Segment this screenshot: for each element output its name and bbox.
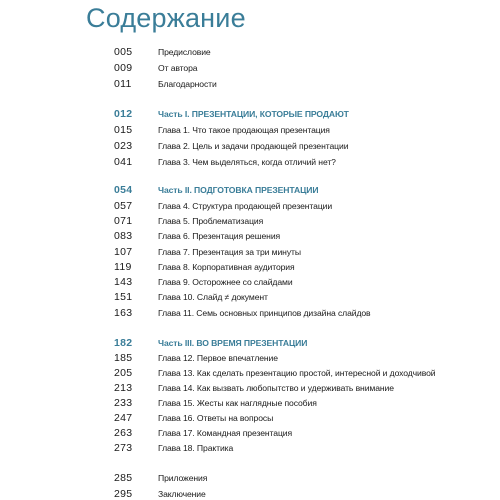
- toc-page-number: 023: [114, 140, 133, 152]
- toc-entry-title: Заключение: [158, 489, 206, 499]
- toc-row: [0, 381, 500, 396]
- toc-page-number: 054: [114, 184, 133, 196]
- toc-page-number: 151: [114, 291, 133, 303]
- toc-row: [0, 306, 500, 321]
- toc-page-number: 015: [114, 124, 133, 136]
- toc-entry-title: Глава 14. Как вызвать любопытство и удерживать внимание: [158, 383, 394, 393]
- toc-entry-title: Предисловие: [158, 47, 211, 57]
- toc-row: [0, 61, 500, 76]
- toc-part-row: [0, 336, 500, 351]
- toc-row: [0, 199, 500, 214]
- toc-entry-title: Глава 16. Ответы на вопросы: [158, 413, 274, 423]
- page-title: Содержание: [86, 3, 246, 33]
- toc-page-number: 009: [114, 62, 133, 74]
- toc-page-number: 263: [114, 427, 133, 439]
- toc-page-number: 205: [114, 367, 133, 379]
- toc-page-number: 273: [114, 442, 133, 454]
- toc-row: [0, 366, 500, 381]
- toc-row: [0, 77, 500, 92]
- toc-row: [0, 426, 500, 441]
- toc-page-number: 185: [114, 352, 133, 364]
- toc-entry-title: Глава 11. Семь основных принципов дизайна слайдов: [158, 308, 371, 318]
- toc-row: [0, 441, 500, 456]
- toc-entry-title: Глава 6. Презентация решения: [158, 231, 281, 241]
- toc-page-number: 143: [114, 276, 133, 288]
- toc-page-number: 083: [114, 230, 133, 242]
- toc-part-title: Часть II. ПОДГОТОВКА ПРЕЗЕНТАЦИИ: [158, 185, 319, 195]
- toc-row: [0, 260, 500, 275]
- toc-entry-title: Глава 15. Жесты как наглядные пособия: [158, 398, 317, 408]
- toc-entry-title: Благодарности: [158, 79, 217, 89]
- toc-row: [0, 275, 500, 290]
- toc-row: [0, 290, 500, 305]
- toc-page-number: 233: [114, 397, 133, 409]
- toc-page-number: 119: [114, 261, 132, 273]
- toc-row: [0, 351, 500, 366]
- toc-page-number: 005: [114, 46, 133, 58]
- toc-page-number: 071: [114, 215, 133, 227]
- toc-page-number: 107: [114, 246, 133, 258]
- toc-row: [0, 396, 500, 411]
- toc-part-title: Часть I. ПРЕЗЕНТАЦИИ, КОТОРЫЕ ПРОДАЮТ: [158, 109, 349, 119]
- toc-page-number: 011: [114, 78, 132, 90]
- toc-page-number: 163: [114, 307, 133, 319]
- toc-page-number: 012: [114, 108, 133, 120]
- toc-part-row: [0, 183, 500, 198]
- toc-entry-title: Глава 4. Структура продающей презентации: [158, 201, 333, 211]
- toc-row: [0, 487, 500, 500]
- toc-page-number: 285: [114, 472, 133, 484]
- toc-entry-title: От автора: [158, 63, 198, 73]
- toc-row: [0, 214, 500, 229]
- toc-row: [0, 155, 500, 170]
- toc-page-number: 295: [114, 488, 133, 500]
- toc-entry-title: Глава 5. Проблематизация: [158, 216, 264, 226]
- toc-entry-title: Глава 9. Осторожнее со слайдами: [158, 277, 293, 287]
- toc-entry-title: Глава 2. Цель и задачи продающей презентации: [158, 141, 349, 151]
- toc-row: [0, 245, 500, 260]
- toc-entry-title: Глава 1. Что такое продающая презентация: [158, 125, 330, 135]
- toc-row: [0, 229, 500, 244]
- toc-entry-title: Глава 8. Корпоративная аудитория: [158, 262, 295, 272]
- toc-row: [0, 45, 500, 60]
- toc-page-number: 213: [114, 382, 133, 394]
- toc-entry-title: Глава 13. Как сделать презентацию простой, интересной и доходчивой: [158, 368, 436, 378]
- toc-part-row: [0, 107, 500, 122]
- toc-page-number: 057: [114, 200, 133, 212]
- toc-row: [0, 411, 500, 426]
- toc-entry-title: Глава 3. Чем выделяться, когда отличий нет?: [158, 157, 336, 167]
- toc-entry-title: Глава 18. Практика: [158, 443, 234, 453]
- toc-page-number: 041: [114, 156, 133, 168]
- toc-row: [0, 471, 500, 486]
- toc-entry-title: Глава 10. Слайд ≠ документ: [158, 292, 268, 302]
- toc-entry-title: Глава 17. Командная презентация: [158, 428, 293, 438]
- toc-entry-title: Глава 12. Первое впечатление: [158, 353, 278, 363]
- toc-entry-title: Глава 7. Презентация за три минуты: [158, 247, 301, 257]
- toc-part-title: Часть III. ВО ВРЕМЯ ПРЕЗЕНТАЦИИ: [158, 338, 308, 348]
- toc-entry-title: Приложения: [158, 473, 208, 483]
- toc-row: [0, 123, 500, 138]
- toc-page-number: 247: [114, 412, 133, 424]
- toc-row: [0, 139, 500, 154]
- toc-page-number: 182: [114, 337, 133, 349]
